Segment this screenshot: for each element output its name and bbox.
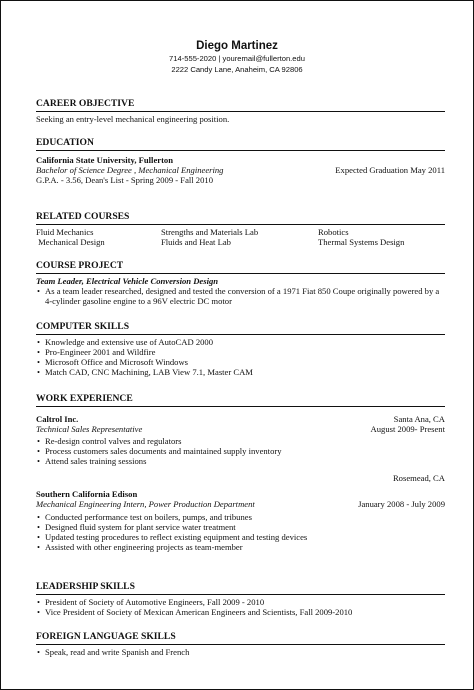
section-title: CAREER OBJECTIVE — [36, 98, 445, 112]
section-title: WORK EXPERIENCE — [36, 393, 445, 407]
company-name: Southern California Edison — [36, 489, 138, 499]
career-objective-section — [36, 98, 445, 124]
objective-text: Seeking an entry-level mechanical engineering position. — [36, 114, 230, 124]
company-name: Caltrol Inc. — [36, 414, 79, 424]
list-item: • Process customers sales documents and maintained supply inventory — [36, 446, 445, 456]
course-item: Strengths and Materials Lab — [161, 227, 259, 237]
course-item: Mechanical Design — [36, 237, 105, 247]
course-item: Robotics — [318, 227, 349, 237]
contact-line: 714-555-2020 | youremail@fullerton.edu — [169, 54, 305, 63]
job-title-row — [36, 424, 445, 434]
foreign-language-section — [36, 631, 445, 657]
list-item: • Microsoft Office and Microsoft Windows — [36, 357, 445, 367]
course-item: Fluid Mechanics — [36, 227, 94, 237]
computer-skills-section — [36, 321, 445, 377]
education-section — [36, 137, 445, 185]
candidate-name: Diego Martinez — [196, 40, 278, 52]
graduation-date: Expected Graduation May 2011 — [335, 165, 445, 175]
courses-column-2 — [161, 227, 318, 247]
list-item: • Re-design control valves and regulators — [36, 436, 445, 446]
degree-row — [36, 165, 445, 175]
address-line: 2222 Candy Lane, Anaheim, CA 92806 — [171, 65, 303, 74]
leadership-skills-section — [36, 581, 445, 617]
list-item: • Attend sales training sessions — [36, 456, 445, 466]
section-title: RELATED COURSES — [36, 211, 445, 225]
course-item: Fluids and Heat Lab — [161, 237, 231, 247]
courses-grid — [36, 227, 445, 247]
list-item: • Conducted performance test on boilers, pumps, and tribunes — [36, 512, 445, 522]
list-item: • Assisted with other engineering projects as team-member — [36, 542, 445, 552]
list-item: • Knowledge and extensive use of AutoCAD 2000 — [36, 337, 445, 347]
leadership-bullets — [36, 597, 445, 617]
job-position: Mechanical Engineering Intern, Power Production Department — [36, 499, 255, 509]
course-item: Thermal Systems Design — [318, 237, 405, 247]
school-name: California State University, Fullerton — [36, 155, 174, 165]
job-position: Technical Sales Representative — [36, 424, 143, 434]
section-title: COURSE PROJECT — [36, 260, 445, 274]
project-bullets — [36, 286, 445, 306]
language-bullets — [36, 647, 445, 657]
job-title-row — [36, 499, 445, 509]
job-dates: August 2009- Present — [370, 424, 445, 434]
degree: Bachelor of Science Degree , Mechanical Engineering — [36, 165, 224, 175]
resume-header — [1, 1, 473, 75]
related-courses-section — [36, 211, 445, 247]
courses-column-1 — [36, 227, 161, 247]
list-item: • Pro-Engineer 2001 and Wildfire — [36, 347, 445, 357]
list-item: • Match CAD, CNC Machining, LAB View 7.1, Master CAM — [36, 367, 445, 377]
list-item: • Designed fluid system for plant service water treatment — [36, 522, 445, 532]
list-item: • Updated testing procedures to reflect existing equipment and testing devices — [36, 532, 445, 542]
courses-column-3 — [318, 227, 445, 247]
list-item: • Vice President of Society of Mexican American Engineers and Scientists, Fall 2009-2010 — [36, 607, 445, 617]
job-bullets — [36, 512, 445, 552]
course-project-section — [36, 260, 445, 306]
job-header-row — [36, 414, 445, 424]
section-title: COMPUTER SKILLS — [36, 321, 445, 335]
job-location: Rosemead, CA — [392, 473, 445, 483]
section-title: EDUCATION — [36, 137, 445, 151]
work-experience-section — [36, 393, 445, 552]
job-bullets — [36, 436, 445, 466]
section-title: LEADERSHIP SKILLS — [36, 581, 445, 595]
section-title: FOREIGN LANGUAGE SKILLS — [36, 631, 445, 645]
list-item: • President of Society of Automotive Engineers, Fall 2009 - 2010 — [36, 597, 445, 607]
skills-bullets — [36, 337, 445, 377]
project-role: Team Leader, Electrical Vehicle Conversion Design — [36, 276, 219, 286]
list-item: • Speak, read and write Spanish and French — [36, 647, 445, 657]
list-item: • As a team leader researched, designed and tested the conversion of a 1971 Fiat 850 Coupe originally powered by a 4-cylinder gasoline engine to a 96V electric DC motor — [36, 286, 445, 306]
job-location: Santa Ana, CA — [393, 414, 445, 424]
gpa-line: G.P.A. - 3.56, Dean's List - Spring 2009 - Fall 2010 — [36, 175, 213, 185]
job-location-row — [36, 473, 445, 483]
job-dates: January 2008 - July 2009 — [358, 499, 445, 509]
